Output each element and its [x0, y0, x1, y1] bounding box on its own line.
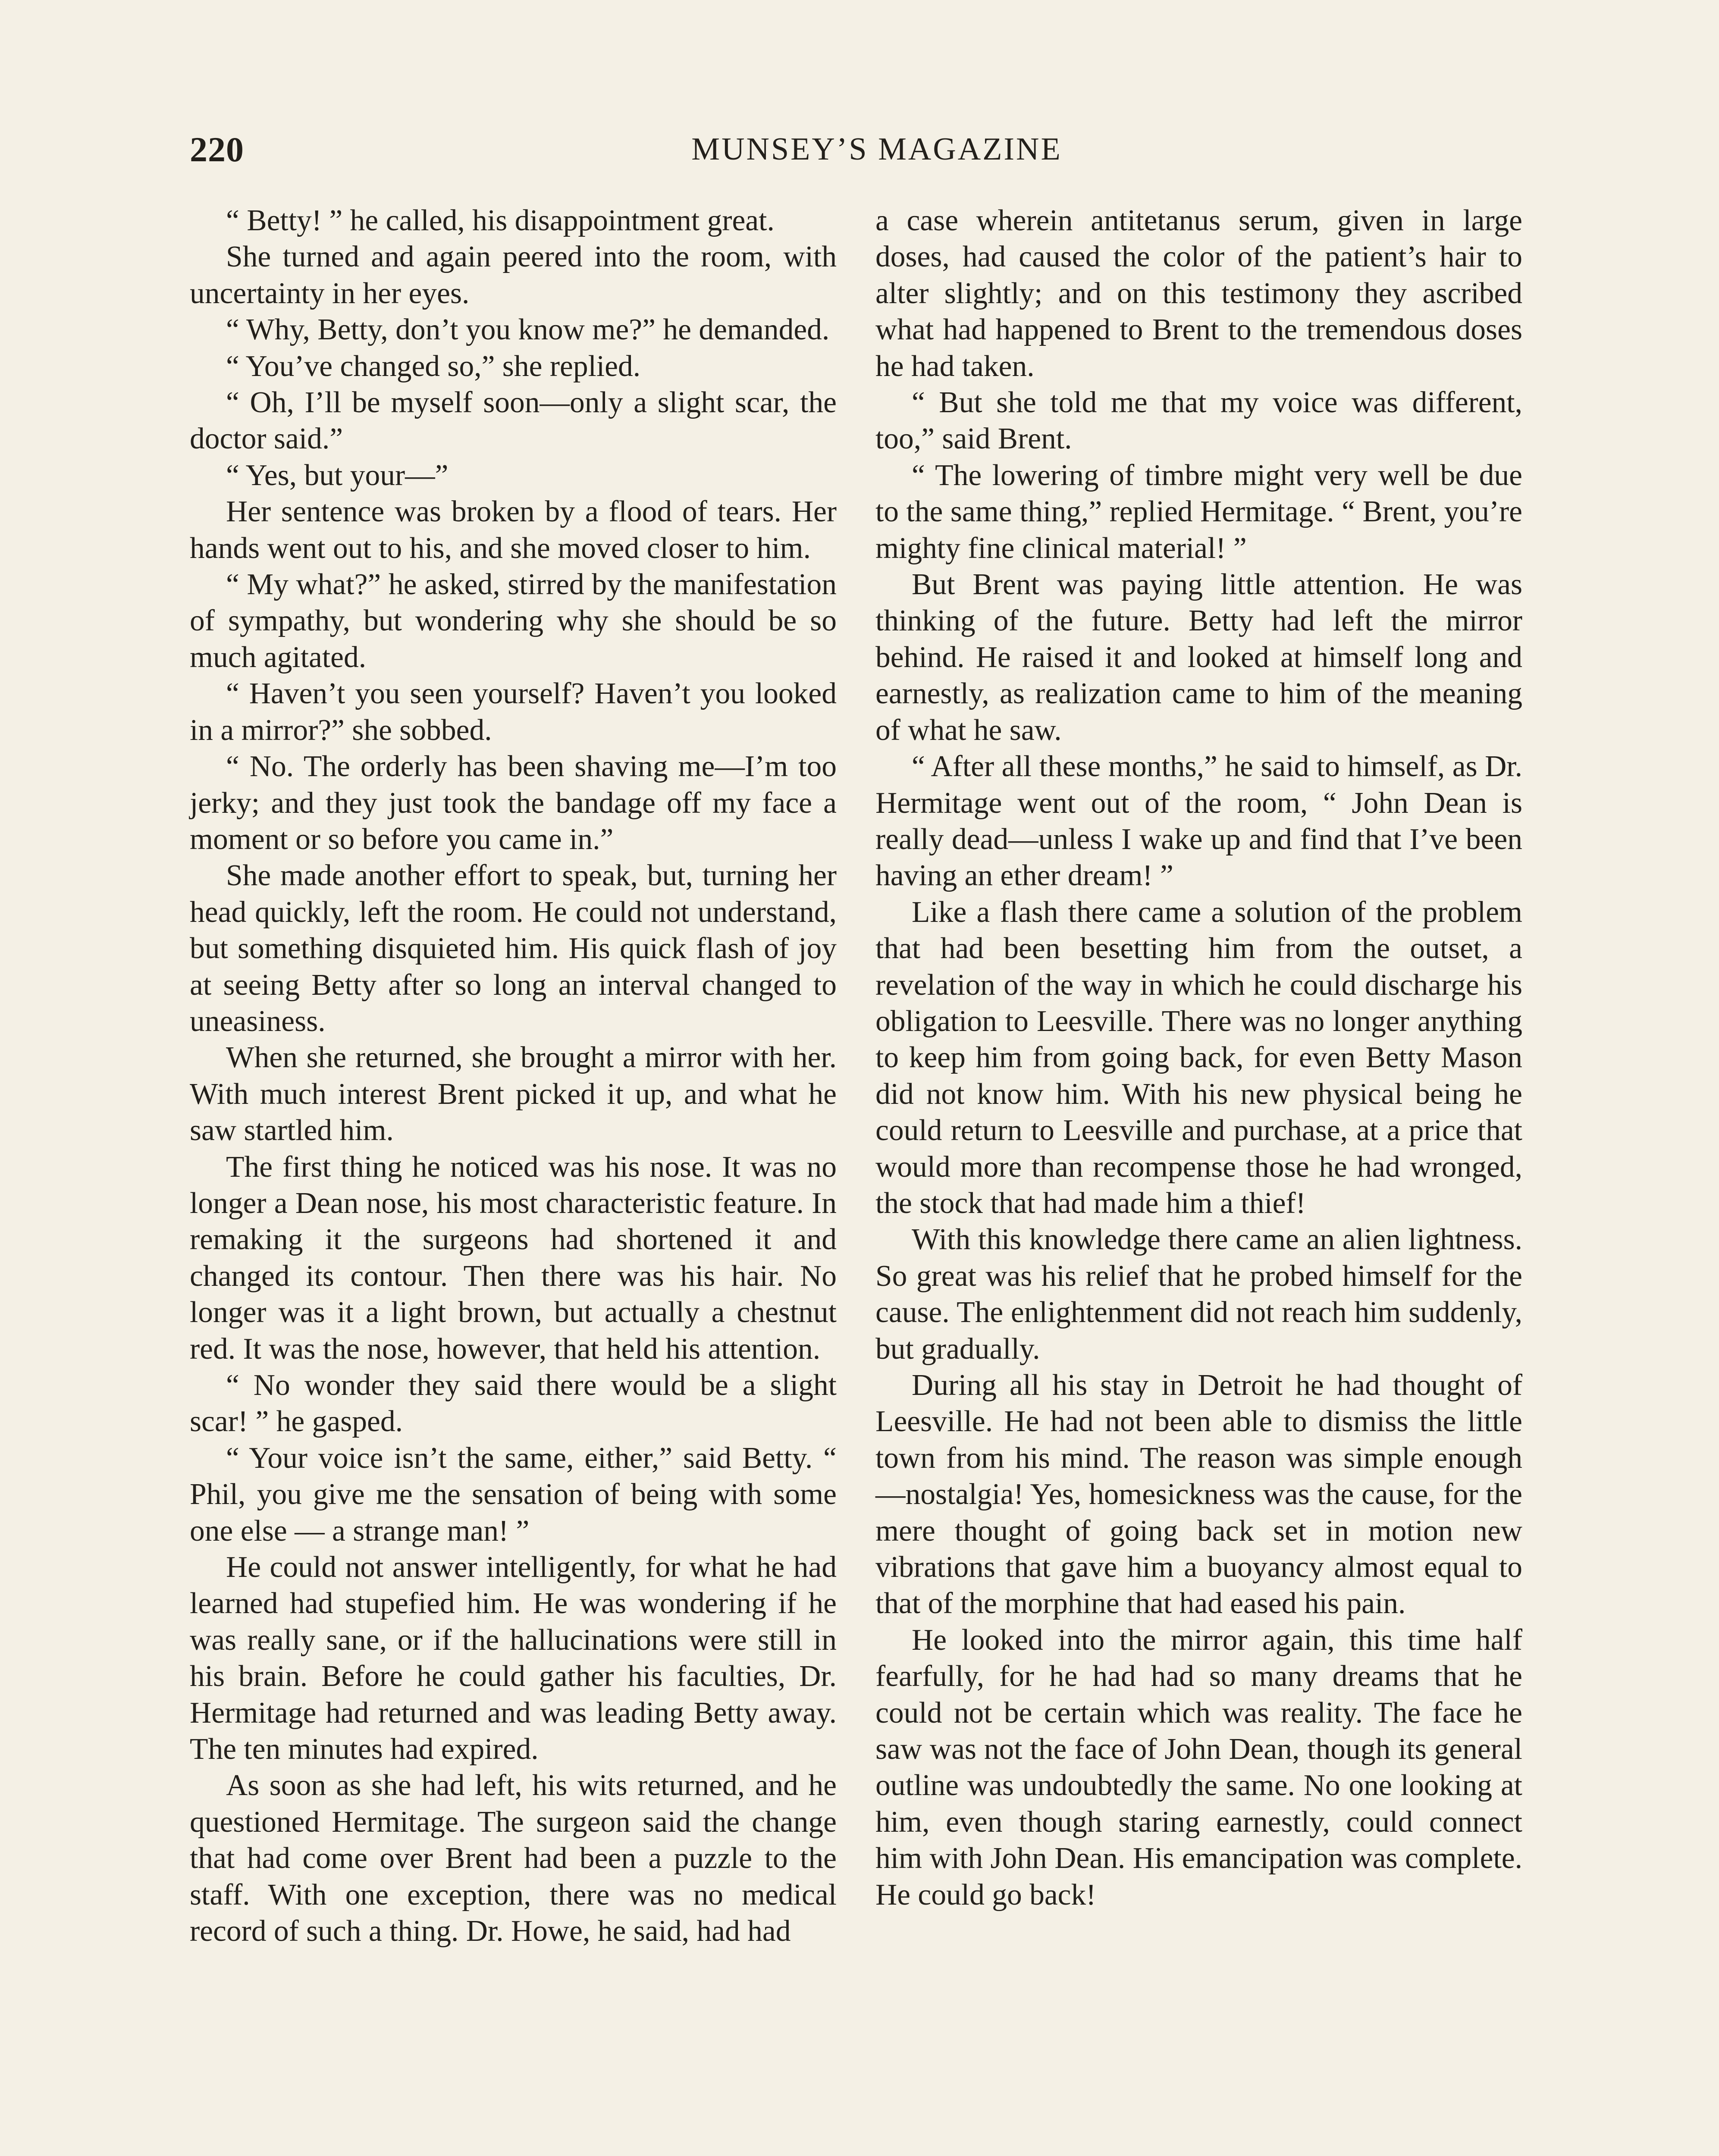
paragraph: “ But she told me that my voice was different, too,” said Brent.	[875, 386, 1522, 456]
paragraph-continuation: a case wherein antitetanus serum, given in large doses, had caused the color of the patient’s hair to alter slightly; and on this testimony they ascribed what had happened to Brent to the tremendous doses he had taken.	[875, 204, 1522, 383]
paragraph: “ Betty! ” he called, his disappointment great.	[226, 204, 775, 237]
paragraph: “ No wonder they said there would be a slight scar! ” he gasped.	[190, 1369, 837, 1438]
paragraph: When she returned, she brought a mirror with her. With much interest Brent picked it up, and what he saw startled him.	[190, 1041, 837, 1147]
paragraph: Her sentence was broken by a flood of tears. Her hands went out to his, and she moved closer to him.	[190, 495, 837, 565]
right-text-column	[875, 203, 1522, 1913]
paragraph: But Brent was paying little attention. He was thinking of the future. Betty had left the mirror behind. He raised it and looked at himself long and earnestly, as realization came to him of the meaning of what he saw.	[875, 568, 1522, 747]
paragraph: “ Haven’t you seen yourself? Haven’t you looked in a mirror?” she sobbed.	[190, 677, 837, 747]
running-head: MUNSEY’S MAGAZINE	[691, 132, 1062, 167]
paragraph: She made another effort to speak, but, turning her head quickly, left the room. He could not understand, but something disquieted him. His quick flash of joy at seeing Betty after so long an interval changed to uneasiness.	[190, 859, 837, 1038]
page-header	[190, 129, 1529, 177]
paragraph: During all his stay in Detroit he had thought of Leesville. He had not been able to dismiss the little town from his mind. The reason was simple enough—nostalgia! Yes, homesickness was the cause, for the mere thought of going back set in motion new vibrations that gave him a buoyancy almost equal to that of the morphine that had eased his pain.	[875, 1369, 1522, 1620]
paragraph: “ Your voice isn’t the same, either,” said Betty. “ Phil, you give me the sensation of being with some one else — a strange man! ”	[190, 1441, 837, 1548]
paragraph: “ Oh, I’ll be myself soon—only a slight scar, the doctor said.”	[190, 386, 837, 456]
paragraph: “ You’ve changed so,” she replied.	[226, 349, 641, 383]
paragraph: She turned and again peered into the room, with uncertainty in her eyes.	[190, 240, 837, 310]
page-number: 220	[190, 130, 244, 169]
paragraph: “ The lowering of timbre might very well be due to the same thing,” replied Hermitage. “ Brent, you’re mighty fine clinical material! ”	[875, 458, 1522, 565]
paragraph: The first thing he noticed was his nose. It was no longer a Dean nose, his most characteristic feature. In remaking it the surgeons had shortened it and changed its contour. Then there was his hair. No longer was it a light brown, but actually a chestnut red. It was the nose, however, that held his attention.	[190, 1150, 837, 1366]
paragraph: He looked into the mirror again, this time half fearfully, for he had had so many dreams that he could not be certain which was reality. The face he saw was not the face of John Dean, though its general outline was undoubtedly the same. No one looking at him, even though staring earnestly, could connect him with John Dean. His emancipation was complete. He could go back!	[875, 1623, 1522, 1912]
paragraph: “ My what?” he asked, stirred by the manifestation of sympathy, but wondering why she should be so much agitated.	[190, 568, 837, 674]
paragraph: With this knowledge there came an alien lightness. So great was his relief that he probed himself for the cause. The enlightenment did not reach him suddenly, but gradually.	[875, 1223, 1522, 1366]
paragraph: Like a flash there came a solution of the problem that had been besetting him from the outset, a revelation of the way in which he could discharge his obligation to Leesville. There was no longer anything to keep him from going back, for even Betty Mason did not know him. With his new physical being he could return to Leesville and purchase, at a price that would more than recompense those he had wronged, the stock that had made him a thief!	[875, 895, 1522, 1220]
paragraph: As soon as she had left, his wits returned, and he questioned Hermitage. The surgeon said the change that had come over Brent had been a puzzle to the staff. With one exception, there was no medical record of such a thing. Dr. Howe, he said, had had	[190, 1769, 837, 1948]
paragraph: “ Why, Betty, don’t you know me?” he demanded.	[226, 313, 830, 347]
paragraph: “ Yes, but your—”	[226, 458, 449, 492]
paragraph: He could not answer intelligently, for what he had learned had stupefied him. He was wondering if he was really sane, or if the hallucinations were still in his brain. Before he could gather his faculties, Dr. Hermitage had returned and was leading Betty away. The ten minutes had expired.	[190, 1551, 837, 1766]
paragraph: “ After all these months,” he said to himself, as Dr. Hermitage went out of the room, “ John Dean is really dead—unless I wake up and find that I’ve been having an ether dream! ”	[875, 750, 1522, 893]
paragraph: “ No. The orderly has been shaving me—I’m too jerky; and they just took the bandage off my face a moment or so before you came in.”	[190, 750, 837, 856]
left-text-column	[190, 203, 837, 1950]
